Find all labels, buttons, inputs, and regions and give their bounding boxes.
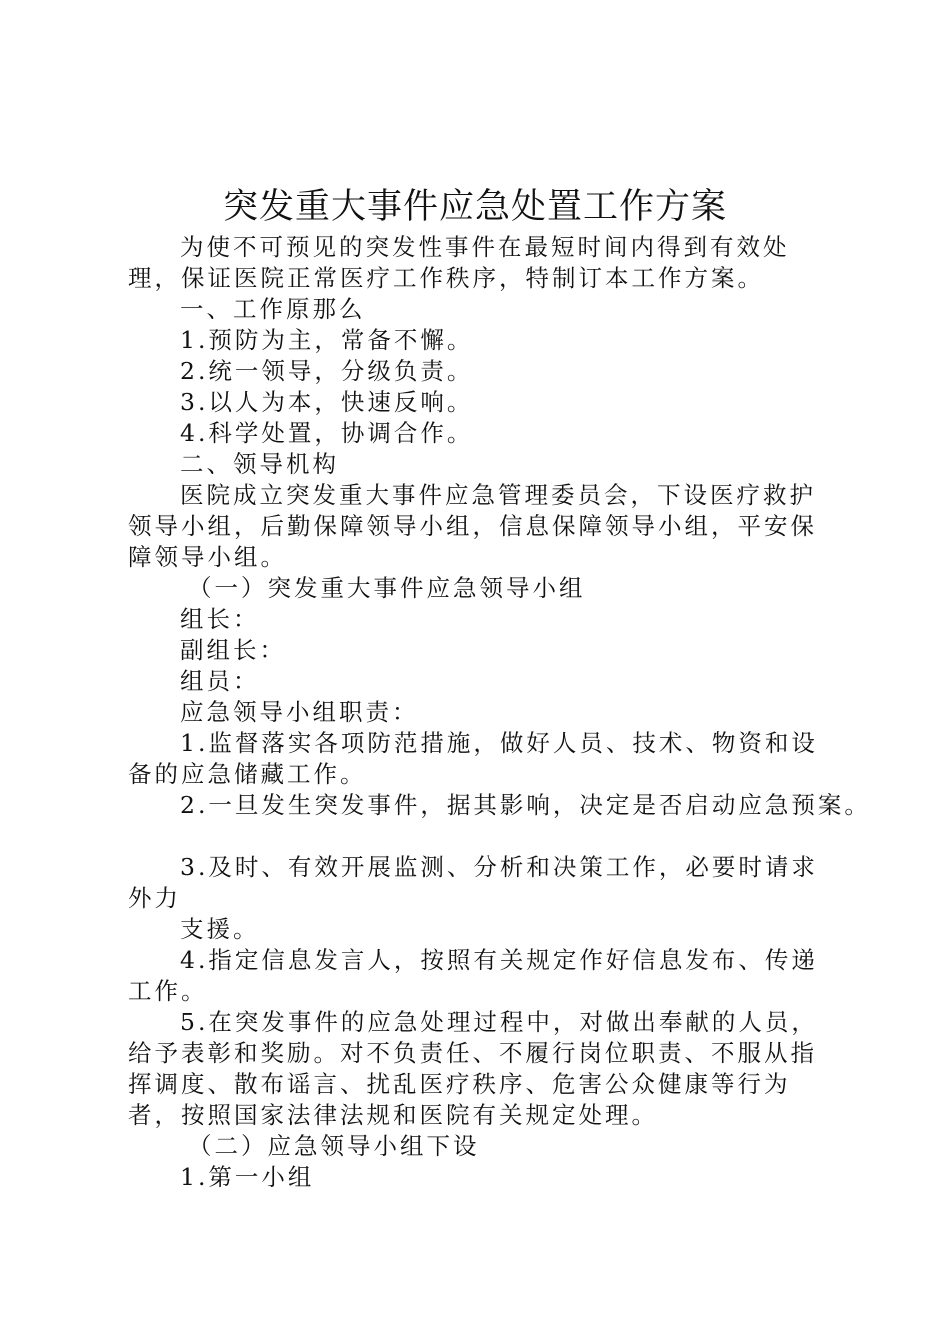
deputy-leader-line: 副组长： [180, 636, 286, 664]
first-group-line: 1.第一小组 [180, 1163, 315, 1191]
duty-item-4: 4.指定信息发言人，按照有关规定作好信息发布、传递工作。 [128, 946, 818, 1005]
duty-item-3: 3.及时、有效开展监测、分析和决策工作，必要时请求外力 [128, 853, 818, 912]
duty-item-1: 1.监督落实各项防范措施，做好人员、技术、物资和设备的应急储藏工作。 [128, 729, 818, 788]
duty-item-5: 5.在突发事件的应急处理过程中，对做出奉献的人员，给予表彰和奖励。对不负责任、不履行岗位职责、不服从指挥调度、散布谣言、扰乱医疗秩序、危害公众健康等行为者，按照国家法律法规和医院有关规定处理。 [128, 1008, 818, 1129]
intro-paragraph: 为使不可预见的突发性事件在最短时间内得到有效处理，保证医院正常医疗工作秩序，特制订本工作方案。 [128, 233, 790, 292]
section-heading-principles: 一、工作原那么 [180, 295, 366, 323]
subsection-heading-1: （一）突发重大事件应急领导小组 [188, 574, 586, 602]
leadership-paragraph: 医院成立突发重大事件应急管理委员会，下设医疗救护领导小组，后勤保障领导小组，信息保障领导小组，平安保障领导小组。 [128, 481, 817, 571]
principle-item-1: 1.预防为主，常备不懈。 [180, 326, 474, 354]
section-heading-leadership: 二、领导机构 [180, 450, 339, 478]
duties-heading: 应急领导小组职责： [180, 698, 419, 726]
document-title: 突发重大事件应急处置工作方案 [222, 187, 727, 227]
principle-item-4: 4.科学处置，协调合作。 [180, 419, 474, 447]
subsection-heading-2: （二）应急领导小组下设 [188, 1132, 480, 1160]
document-body [128, 232, 871, 1193]
duty-item-3-continued: 支援。 [180, 915, 260, 943]
members-line: 组员： [180, 667, 260, 695]
group-leader-line: 组长： [180, 605, 260, 633]
blank-line [128, 821, 828, 852]
duty-item-2: 2.一旦发生突发事件，据其影响，决定是否启动应急预案。 [180, 791, 871, 819]
principle-item-2: 2.统一领导，分级负责。 [180, 357, 474, 385]
principle-item-3: 3.以人为本，快速反响。 [180, 388, 474, 416]
